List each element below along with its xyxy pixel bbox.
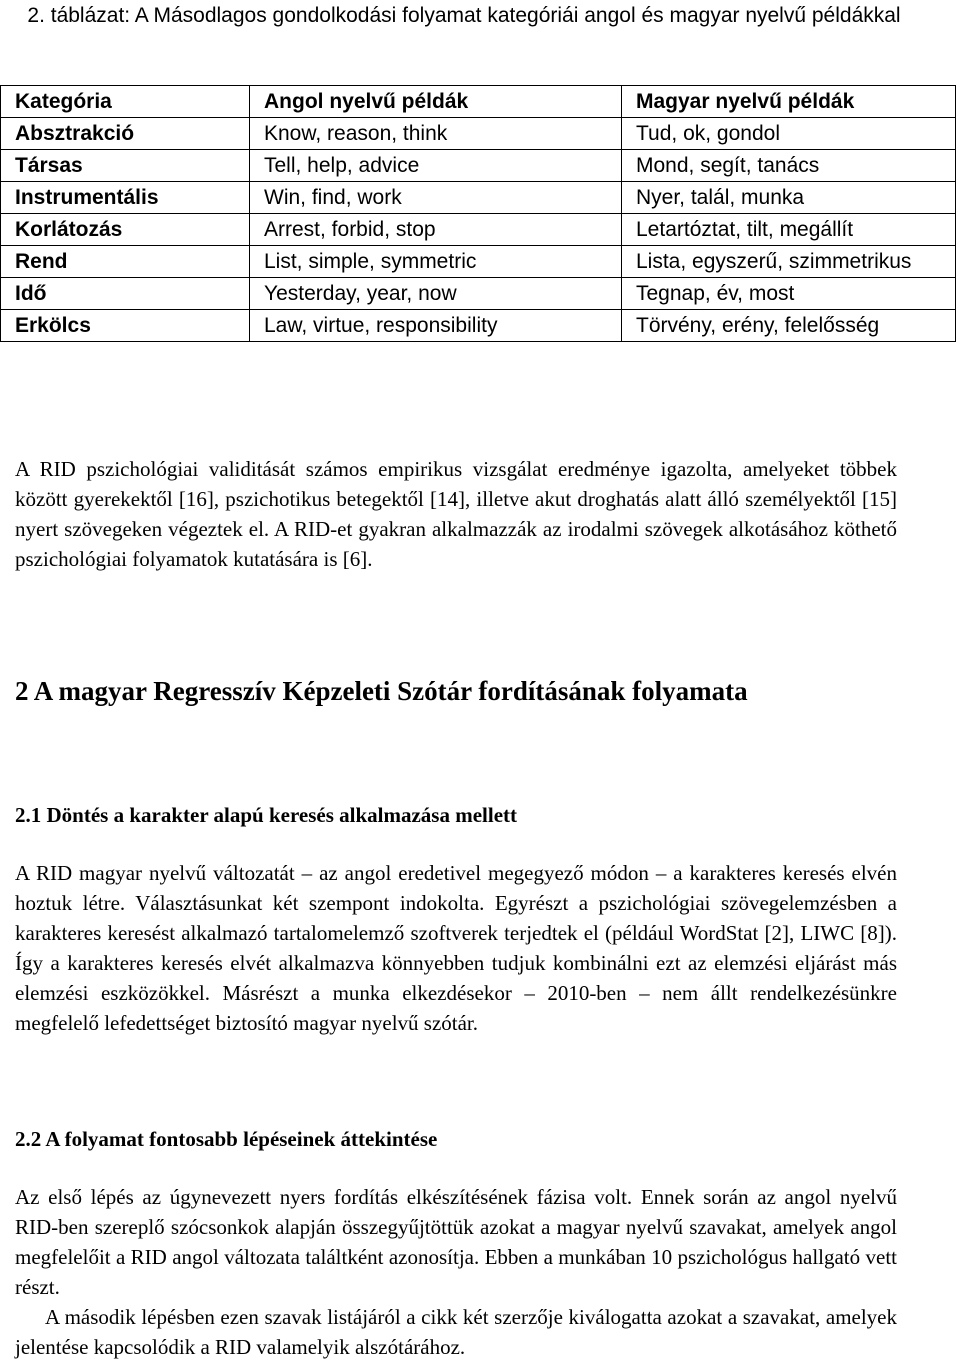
- english-cell: List, simple, symmetric: [250, 246, 622, 278]
- table-row: [1, 310, 956, 342]
- english-cell: Know, reason, think: [250, 118, 622, 150]
- header-hungarian-examples: Magyar nyelvű példák: [622, 86, 956, 118]
- english-cell: Yesterday, year, now: [250, 278, 622, 310]
- hungarian-cell: Tegnap, év, most: [622, 278, 956, 310]
- table-caption: 2. táblázat: A Másodlagos gondolkodási folyamat kategóriái angol és magyar nyelvű példákkal: [27, 4, 901, 27]
- category-cell: Korlátozás: [1, 214, 250, 246]
- section-heading: 2 A magyar Regresszív Képzeleti Szótár fordításának folyamata: [15, 676, 748, 706]
- hungarian-cell: Mond, segít, tanács: [622, 150, 956, 182]
- table-row: [1, 150, 956, 182]
- category-table: [0, 85, 956, 342]
- body-paragraph: Az első lépés az úgynevezett nyers fordítás elkészítésének fázisa volt. Ennek során az angol nyelvű RID-ben szereplő szócsonkok alapján összegyűjtöttük azokat a magyar nyelvű szavakat, amelyek angol megfelelőit a RID angol változata találtként azonosítja. Ebben a munkában 10 pszichológus hallgató vett részt.: [15, 1185, 897, 1299]
- category-cell: Absztrakció: [1, 118, 250, 150]
- hungarian-cell: Törvény, erény, felelősség: [622, 310, 956, 342]
- category-cell: Rend: [1, 246, 250, 278]
- english-cell: Win, find, work: [250, 182, 622, 214]
- english-cell: Arrest, forbid, stop: [250, 214, 622, 246]
- table-row: [1, 182, 956, 214]
- body-paragraph: A második lépésben ezen szavak listájáról a cikk két szerzője kiválogatta azokat a szavakat, amelyek jelentése kapcsolódik a RID valamelyik alszótárához.: [15, 1305, 897, 1359]
- hungarian-cell: Tud, ok, gondol: [622, 118, 956, 150]
- hungarian-cell: Letartóztat, tilt, megállít: [622, 214, 956, 246]
- table-row: [1, 278, 956, 310]
- header-category: Kategória: [1, 86, 250, 118]
- category-cell: Társas: [1, 150, 250, 182]
- subsection-heading: 2.2 A folyamat fontosabb lépéseinek áttekintése: [15, 1127, 438, 1151]
- body-paragraph: A RID pszichológiai validitását számos empirikus vizsgálat eredménye igazolta, amelyeket többek között gyerekektől [16], pszichotikus betegektől [14], illetve akut droghatás alatt álló személyektől [15] nyert szövegeken végeztek el. A RID-et gyakran alkalmazzák az irodalmi szövegek alkotásához köthető pszichológiai folyamatok kutatására is [6].: [15, 457, 897, 571]
- header-english-examples: Angol nyelvű példák: [250, 86, 622, 118]
- category-cell: Idő: [1, 278, 250, 310]
- english-cell: Tell, help, advice: [250, 150, 622, 182]
- category-cell: Instrumentális: [1, 182, 250, 214]
- table-row: [1, 214, 956, 246]
- hungarian-cell: Nyer, talál, munka: [622, 182, 956, 214]
- body-paragraph: A RID magyar nyelvű változatát – az angol eredetivel megegyező módon – a karakteres keresés elvén hoztuk létre. Választásunkat két szempont indokolta. Egyrészt a pszichológiai szövegelemzésben a karakteres keresést alkalmazó tartalomelemző szoftverek terjedtek el (például WordStat [2], LIWC [8]). Így a karakteres keresés elvét alkalmazva könnyebben tudjuk kombinálni ezt az elemzési eljárást más elemzési eszközökkel. Másrészt a munka elkezdésekor – 2010-ben – nem állt rendelkezésünkre megfelelő lefedettséget biztosító magyar nyelvű szótár.: [15, 861, 897, 1035]
- table-header-row: [1, 86, 956, 118]
- table-row: [1, 246, 956, 278]
- table-row: [1, 118, 956, 150]
- category-cell: Erkölcs: [1, 310, 250, 342]
- english-cell: Law, virtue, responsibility: [250, 310, 622, 342]
- hungarian-cell: Lista, egyszerű, szimmetrikus: [622, 246, 956, 278]
- subsection-heading: 2.1 Döntés a karakter alapú keresés alkalmazása mellett: [15, 803, 518, 827]
